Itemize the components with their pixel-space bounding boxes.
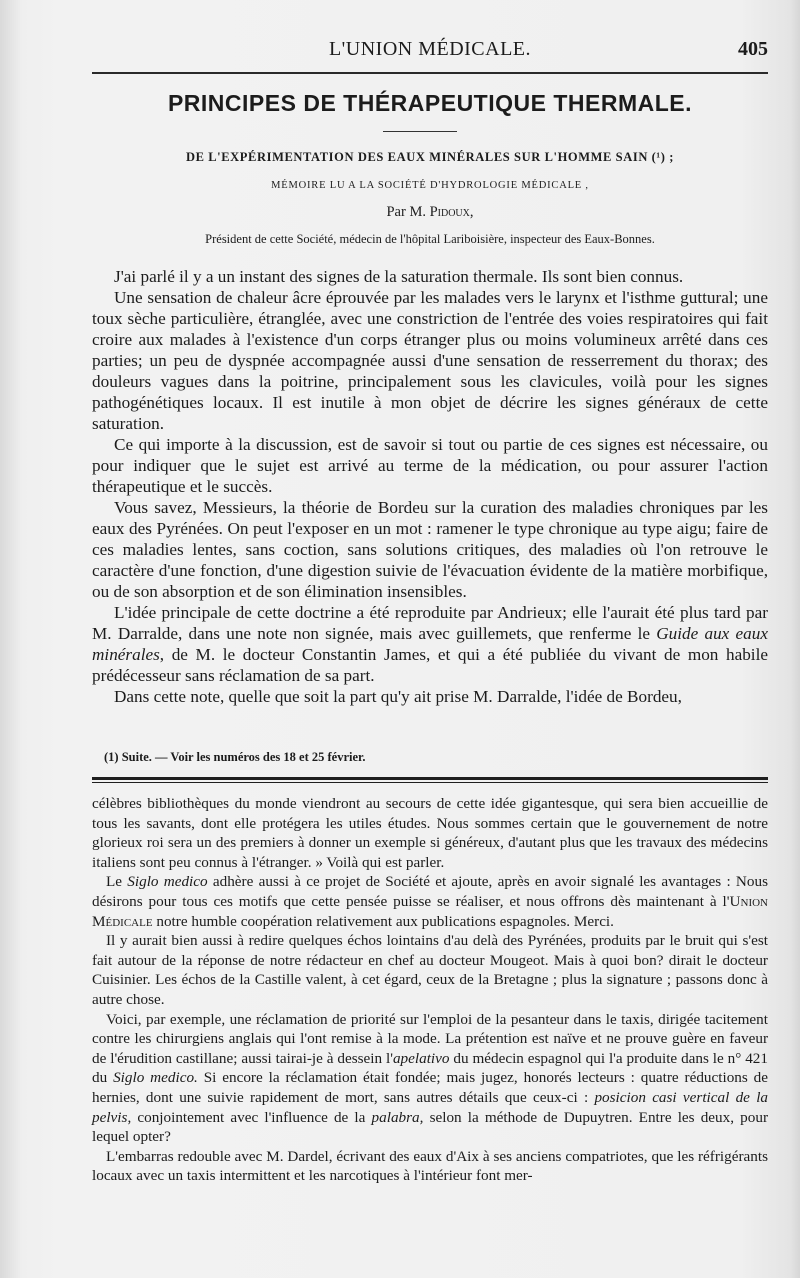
paragraph-text: Voici, par exemple, une réclamation de priorité sur l'emploi de la pesanteur dans le taxis, dirigée tacitement contre les chirurgiens anglais qui l'ont remise à la mode. La prétention est naïve et ne prouve guère en faveur de l'érudition castillane; aussi tairai-je à dessein l' [92,1010,768,1067]
italic-term: posicion casi vertical de la pelvis [92,1088,769,1126]
journal-name: Siglo medico [127,873,208,891]
paragraph-text: , conjointement avec l'influence de la [127,1108,372,1126]
paragraph: Dans cette note, quelle que soit la part qu'y ait prise M. Darralde, l'idée de Bordeu, [114,687,682,706]
author-name: Pidoux, [429,204,474,220]
section-divider [92,777,768,783]
article-body [92,266,768,707]
guide-title: Guide aux eaux minérales [92,624,768,664]
author-line [92,204,768,221]
footnote: (1) Suite. — Voir les numéros des 18 et 25 février. [104,750,366,764]
paragraph: L'embarras redouble avec M. Dardel, écrivant des eaux d'Aix à ses anciens compatriotes, que les réfrigérants locaux avec un taxis intermittent et les narcotiques à l'intérieur font mer- [92,1147,768,1185]
title-rule [383,131,457,132]
paragraph-text: selon la méthode de Dupuytren. Entre les deux, pour lequel opter? [92,1108,769,1146]
journal-name: Union Médicale [92,892,768,930]
paragraph-text: notre humble coopération relativement aux publications espagnoles. Merci. [152,912,614,930]
paragraph-text: , de M. le docteur Constantin James, et qui a été publiée du vivant de mon habile prédécesseur sans réclamation de sa part. [92,645,768,685]
paragraph-text: Le [106,873,128,891]
author-prefix: Par M. [386,204,430,220]
paragraph-text: adhère aussi à ce projet de Société et ajoute, après en avoir signalé les avantages : Nous désirons pour tous ces motifs que cette pensée puisse se réaliser, et nous offrons dès maintenant à l' [92,873,769,910]
paragraph: Il y aurait bien aussi à redire quelques échos lointains d'au delà des Pyrénées, produits par le bruit qui s'est fait autour de la réponse de notre rédacteur en chef au docteur Mougeot. Mais à quoi bon? dirait le docteur Cuisinier. Les échos de la Castille valent, à cet égard, ceux de la Bretagne ; plus la signature ; passons donc à autre chose. [92,932,768,1008]
running-title: L'UNION MÉDICALE. [328,38,532,60]
paragraph: Vous savez, Messieurs, la théorie de Bordeu sur la curation des maladies chroniques par les eaux des Pyrénées. On peut l'exposer en un mot : ramener le type chronique au type aigu; faire de ces maladies lentes, sans coction, sans solutions critiques, des maladies où l'on retrouve le caractère d'une fonction, d'une digestion suivie de l'évacuation évidente de la matière morbifique, ou de son absorption et de son élimination insensibles. [92,498,768,601]
paragraph [92,602,768,686]
paragraph-text: du médecin espagnol qui l'a produite dans le n° 421 du [92,1049,768,1087]
running-header [92,36,768,70]
author-affiliation: Président de cette Société, médecin de l'hôpital Lariboisière, inspecteur des Eaux-Bonnes. [205,232,655,246]
paragraph [92,1010,768,1147]
page-number: 405 [738,38,768,60]
italic-term: apelativo [392,1049,450,1067]
article-subtitle: DE L'EXPÉRIMENTATION DES EAUX MINÉRALES SUR L'HOMME SAIN (¹) ; [185,150,675,164]
paragraph: célèbres bibliothèques du monde viendront au secours de cette idée gigantesque, qui sera bien accueillie de tous les savants, dont elle protégera les utiles études. Nous sommes certain que le gouvernement de notre glorieux roi sera un des premiers à donner un exemple si généreux, d'autant plus que les travaux des médecins italiens sont peu connus à l'étranger. » Voilà qui est parler. [92,795,768,871]
journal-name: Siglo medico. [113,1069,198,1087]
paragraph [92,872,768,931]
feuilleton-body [92,794,768,1186]
paragraph-text: Si encore la réclamation était fondée; mais jugez, honorés lecteurs : quatre réductions de hernies, dont une suivie rapidement de mort, sans autres détails que ceux-ci : [92,1069,769,1106]
memoire-line: MÉMOIRE LU A LA SOCIÉTÉ D'HYDROLOGIE MÉDICALE , [271,180,589,191]
paragraph-text: L'idée principale de cette doctrine a été reproduite par Andrieux; elle l'aurait été plus tard par M. Darralde, dans une note non signée, mais avec guillemets, que renferme le [92,603,768,643]
paragraph: Une sensation de chaleur âcre éprouvée par les malades vers le larynx et l'isthme guttural; une toux sèche particulière, étranglée, avec une constriction de l'entrée des voies respiratoires qui fait croire aux malades à l'existence d'un corps étranger plus ou moins volumineux arrêté dans ces parties; un peu de dyspnée accompagnée aussi d'une sensation de resserrement du thorax; des douleurs vagues dans la poitrine, principalement sous les clavicules, voilà pour les signes pathogénétiques locaux. Il est inutile à mon objet de décrire les signes généraux de cette saturation. [92,288,768,433]
paragraph: J'ai parlé il y a un instant des signes de la saturation thermale. Ils sont bien connus. [114,267,684,286]
article-title: PRINCIPES DE THÉRAPEUTIQUE THERMALE. [167,90,693,116]
header-rule [92,72,768,74]
paragraph: Ce qui importe à la discussion, est de savoir si tout ou partie de ces signes est nécessaire, ou pour indiquer que le sujet est arrivé au terme de la médication, ou pour assurer l'action thérapeutique et le succès. [92,435,768,496]
italic-term: palabra, [371,1108,424,1126]
